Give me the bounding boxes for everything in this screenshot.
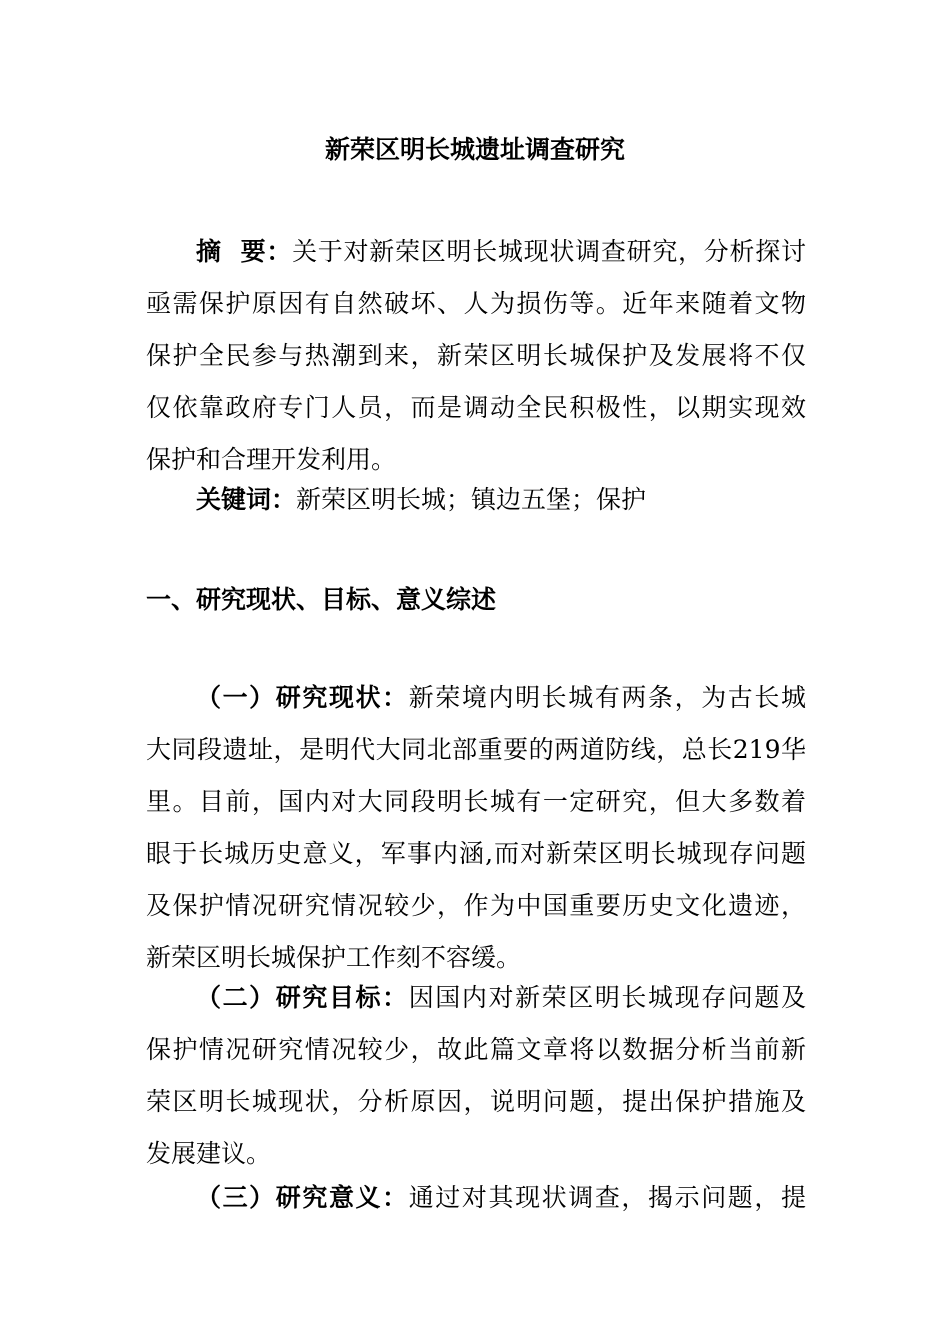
- goal-first-line: [146, 972, 806, 1024]
- status-line: 新荣区明长城保护工作刻不容缓。: [146, 943, 522, 972]
- keywords-paragraph: [146, 474, 806, 526]
- abstract-line: 仅依靠政府专门人员，而是调动全民积极性，以期实现效: [146, 393, 806, 422]
- status-line: 眼于长城历史意义，军事内涵,而对新荣区明长城现存问题: [146, 839, 806, 868]
- goal-line: 因国内对新荣区明长城现存问题及: [408, 983, 806, 1012]
- goal-paragraph: [146, 972, 806, 1180]
- section-heading: 一、研究现状、目标、意义综述: [146, 585, 497, 614]
- abstract-label: 摘 要：: [196, 237, 293, 266]
- abstract-paragraph: [146, 226, 806, 486]
- status-paragraph: [146, 672, 806, 984]
- goal-line: 保护情况研究情况较少，故此篇文章将以数据分析当前新: [146, 1035, 806, 1064]
- keywords-label: 关键词：: [196, 485, 297, 514]
- keywords-line: [146, 474, 806, 526]
- abstract-line: 关于对新荣区明长城现状调查研究，分析探讨: [292, 237, 806, 266]
- status-label: （一）研究现状：: [196, 683, 409, 712]
- document-title: 新荣区明长城遗址调查研究: [324, 135, 625, 164]
- goal-label: （二）研究目标：: [196, 983, 409, 1012]
- abstract-line: 保护和合理开发利用。: [146, 445, 397, 474]
- goal-line: 发展建议。: [146, 1139, 272, 1168]
- significance-paragraph: [146, 1172, 806, 1224]
- significance-first-line: [146, 1172, 806, 1224]
- status-line: 新荣境内明长城有两条，为古长城: [408, 683, 806, 712]
- abstract-first-line: [146, 226, 806, 278]
- abstract-line: 保护全民参与热潮到来，新荣区明长城保护及发展将不仅: [146, 341, 806, 370]
- abstract-line: 亟需保护原因有自然破坏、人为损伤等。近年来随着文物: [146, 289, 806, 318]
- keywords-text: 新荣区明长城；镇边五堡；保护: [296, 485, 647, 514]
- status-line: 大同段遗址，是明代大同北部重要的两道防线，总长219华: [146, 735, 806, 764]
- significance-line: 通过对其现状调查，揭示问题，提: [408, 1183, 806, 1212]
- status-line: 里。目前，国内对大同段明长城有一定研究，但大多数着: [146, 787, 806, 816]
- status-first-line: [146, 672, 806, 724]
- significance-label: （三）研究意义：: [196, 1183, 409, 1212]
- goal-line: 荣区明长城现状，分析原因，说明问题，提出保护措施及: [146, 1087, 806, 1116]
- status-line: 及保护情况研究情况较少，作为中国重要历史文化遗迹，: [146, 891, 806, 920]
